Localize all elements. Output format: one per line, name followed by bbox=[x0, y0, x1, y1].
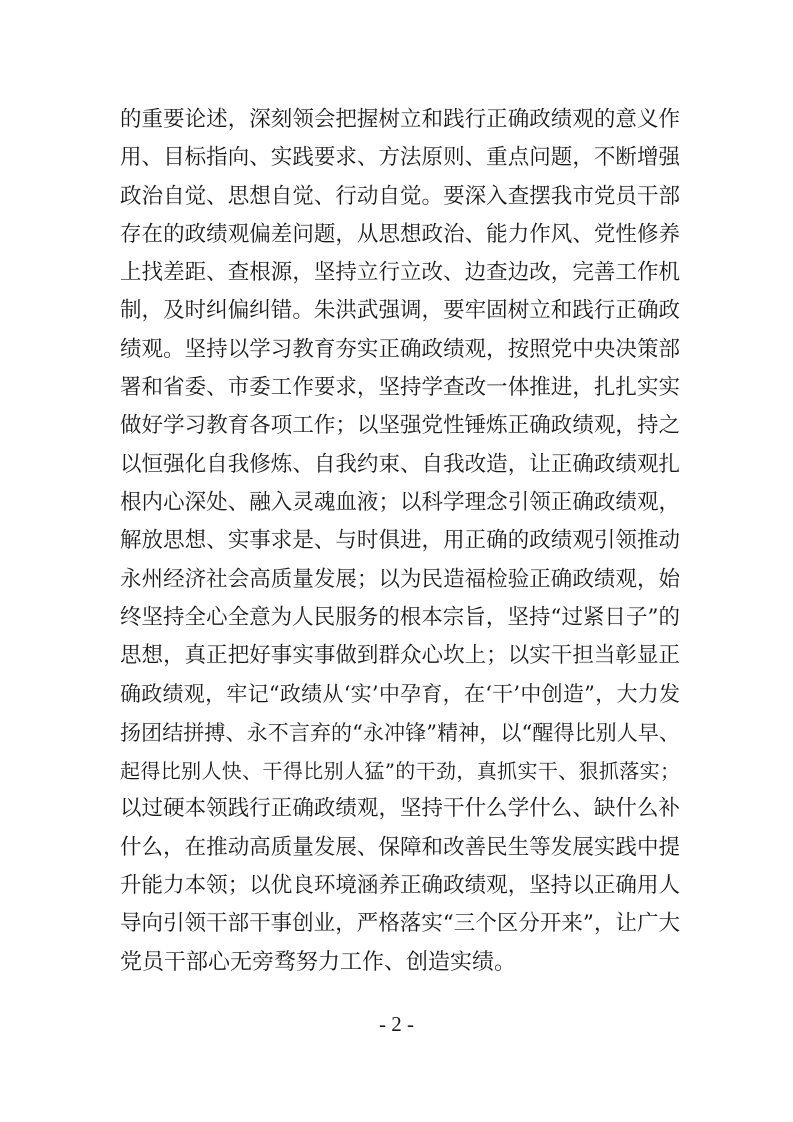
paragraph-line: 根内心深处、融入灵魂血液；以科学理念引领正确政绩观， bbox=[120, 489, 680, 515]
paragraph-line: 起得比别人快、干得比别人猛”的干劲，真抓实干、狠抓落实； bbox=[120, 759, 680, 784]
paragraph-line: 什么，在推动高质量发展、保障和改善民生等发展实践中提 bbox=[120, 834, 680, 860]
page-number: - 2 - bbox=[379, 1012, 414, 1036]
paragraph-line: 思想，真正把好事实事做到群众心坎上；以实干担当彰显正 bbox=[120, 643, 680, 669]
paragraph-line: 制，及时纠偏纠错。朱洪武强调，要牢固树立和践行正确政 bbox=[120, 298, 680, 324]
paragraph-line: 确政绩观，牢记“政绩从‘实’中孕育，在‘干’中创造”，大力发 bbox=[120, 682, 680, 707]
paragraph-line: 以恒强化自我修炼、自我约束、自我改造，让正确政绩观扎 bbox=[120, 451, 680, 477]
paragraph-line: 存在的政绩观偏差问题，从思想政治、能力作风、党性修养 bbox=[120, 221, 680, 247]
paragraph-line: 永州经济社会高质量发展；以为民造福检验正确政绩观，始 bbox=[120, 566, 680, 592]
paragraph-line: 的重要论述，深刻领会把握树立和践行正确政绩观的意义作 bbox=[120, 107, 680, 132]
paragraph-line: 导向引领干部干事创业，严格落实“三个区分开来”，让广大 bbox=[120, 911, 680, 937]
paragraph-line: 上找差距、查根源，坚持立行立改、边查边改，完善工作机 bbox=[120, 260, 680, 286]
paragraph-line: 扬团结拼搏、永不言弃的“永冲锋”精神，以“醒得比别人早、 bbox=[120, 720, 680, 745]
paragraph-line: 党员干部心无旁骛努力工作、创造实绩。 bbox=[120, 949, 517, 975]
paragraph-line: 署和省委、市委工作要求，坚持学查改一体推进，扎扎实实 bbox=[120, 375, 680, 401]
paragraph-line: 绩观。坚持以学习教育夯实正确政绩观，按照党中央决策部 bbox=[120, 336, 680, 362]
paragraph-line: 终坚持全心全意为人民服务的根本宗旨，坚持“过紧日子”的 bbox=[120, 604, 680, 630]
paragraph-line: 以过硬本领践行正确政绩观，坚持干什么学什么、缺什么补 bbox=[120, 796, 680, 822]
paragraph-line: 升能力本领；以优良环境涵养正确政绩观，坚持以正确用人 bbox=[120, 872, 680, 898]
paragraph-line: 用、目标指向、实践要求、方法原则、重点问题，不断增强 bbox=[120, 145, 680, 171]
paragraph-line: 做好学习教育各项工作；以坚强党性锤炼正确政绩观，持之 bbox=[120, 413, 680, 439]
paragraph-line: 解放思想、实事求是、与时俱进，用正确的政绩观引领推动 bbox=[120, 528, 680, 554]
body-paragraph bbox=[120, 101, 680, 982]
paragraph-line: 政治自觉、思想自觉、行动自觉。要深入查摆我市党员干部 bbox=[120, 183, 680, 209]
